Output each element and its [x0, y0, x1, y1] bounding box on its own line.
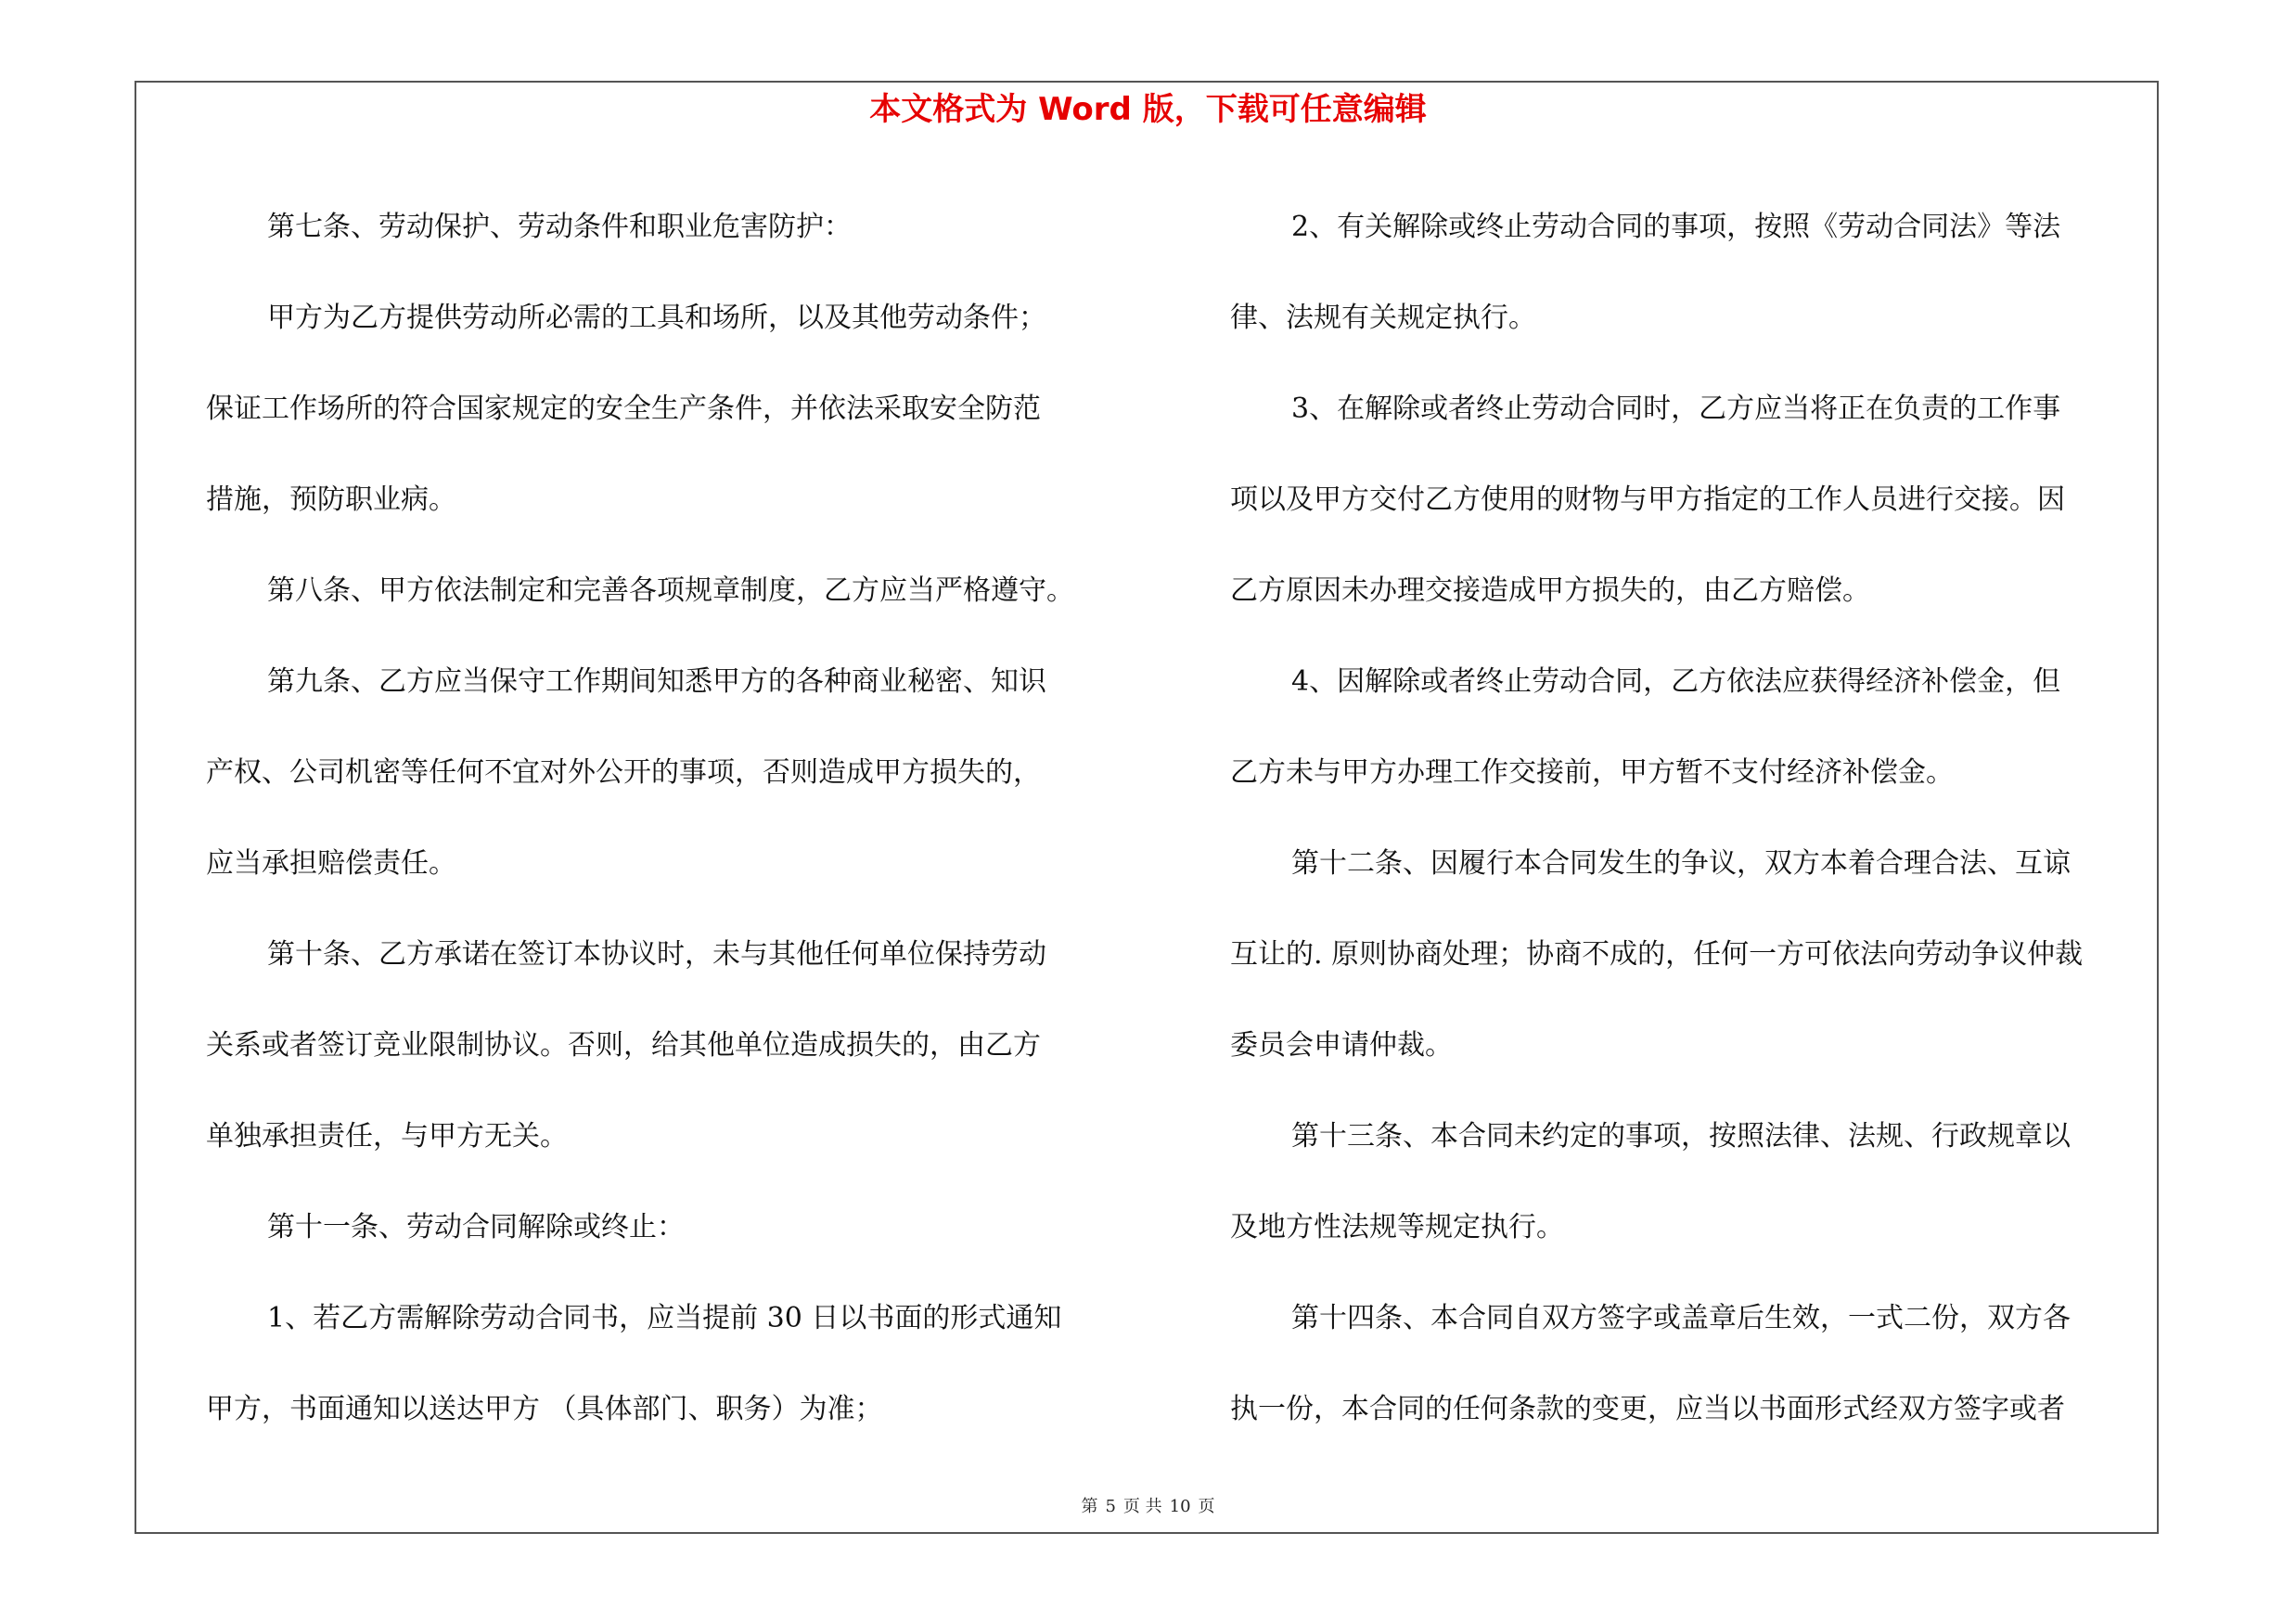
left-column	[206, 182, 1134, 1455]
paragraph-line: 保证工作场所的符合国家规定的安全生产条件，并依法采取安全防范	[206, 393, 1041, 425]
footer-total: 10	[1169, 1497, 1191, 1516]
paragraph-line: 乙方原因未办理交接造成甲方损失的，由乙方赔偿。	[1230, 574, 1870, 607]
paragraph-line: 3、在解除或者终止劳动合同时，乙方应当将正在负责的工作事	[1291, 393, 2061, 425]
paragraph-line: 1、若乙方需解除劳动合同书，应当提前 30 日以书面的形式通知	[267, 1302, 1062, 1334]
paragraph-line: 第九条、乙方应当保守工作期间知悉甲方的各种商业秘密、知识	[267, 665, 1046, 698]
paragraph-line: 项以及甲方交付乙方使用的财物与甲方指定的工作人员进行交接。因	[1230, 483, 2065, 516]
footer-suffix: 页	[1198, 1497, 1215, 1516]
paragraph-line: 措施，预防职业病。	[206, 483, 456, 516]
right-column	[1230, 182, 2158, 1455]
paragraph-line: 乙方未与甲方办理工作交接前，甲方暂不支付经济补偿金。	[1230, 756, 1954, 789]
paragraph-line: 4、因解除或者终止劳动合同，乙方依法应获得经济补偿金，但	[1291, 665, 2061, 698]
paragraph-line: 第十条、乙方承诺在签订本协议时，未与其他任何单位保持劳动	[267, 938, 1046, 971]
paragraph-line: 单独承担责任，与甲方无关。	[206, 1120, 568, 1153]
paragraph-line: 应当承担赔偿责任。	[206, 847, 456, 880]
footer-middle: 页 共	[1122, 1497, 1162, 1516]
footer-page: 5	[1105, 1497, 1116, 1516]
paragraph-line: 产权、公司机密等任何不宜对外公开的事项，否则造成甲方损失的，	[206, 756, 1041, 789]
page-number-footer	[0, 1496, 2296, 1518]
format-banner: 本文格式为 Word 版，下载可任意编辑	[869, 91, 1427, 128]
paragraph-line: 委员会申请仲裁。	[1230, 1029, 1453, 1062]
paragraph-line: 互让的. 原则协商处理；协商不成的，任何一方可依法向劳动争议仲裁	[1230, 938, 2084, 971]
paragraph-line: 执一份，本合同的任何条款的变更，应当以书面形式经双方签字或者	[1230, 1393, 2065, 1425]
paragraph-line: 甲方为乙方提供劳动所必需的工具和场所，以及其他劳动条件；	[267, 302, 1046, 334]
paragraph-line: 律、法规有关规定执行。	[1230, 302, 1536, 334]
paragraph-line: 第十二条、因履行本合同发生的争议，双方本着合理合法、互谅	[1291, 847, 2071, 880]
paragraph-line: 第十一条、劳动合同解除或终止：	[267, 1211, 685, 1243]
paragraph-line: 及地方性法规等规定执行。	[1230, 1211, 1564, 1243]
paragraph-line: 第八条、甲方依法制定和完善各项规章制度，乙方应当严格遵守。	[267, 574, 1074, 607]
paragraph-line: 第十三条、本合同未约定的事项，按照法律、法规、行政规章以	[1291, 1120, 2071, 1153]
paragraph-line: 2、有关解除或终止劳动合同的事项，按照《劳动合同法》等法	[1291, 211, 2061, 243]
paragraph-line: 第七条、劳动保护、劳动条件和职业危害防护：	[267, 211, 852, 243]
paragraph-line: 甲方，书面通知以送达甲方 （具体部门、职务）为准；	[206, 1393, 883, 1425]
paragraph-line: 第十四条、本合同自双方签字或盖章后生效，一式二份，双方各	[1291, 1302, 2071, 1334]
paragraph-line: 关系或者签订竞业限制协议。否则，给其他单位造成损失的，由乙方	[206, 1029, 1041, 1062]
footer-prefix: 第	[1081, 1497, 1098, 1516]
